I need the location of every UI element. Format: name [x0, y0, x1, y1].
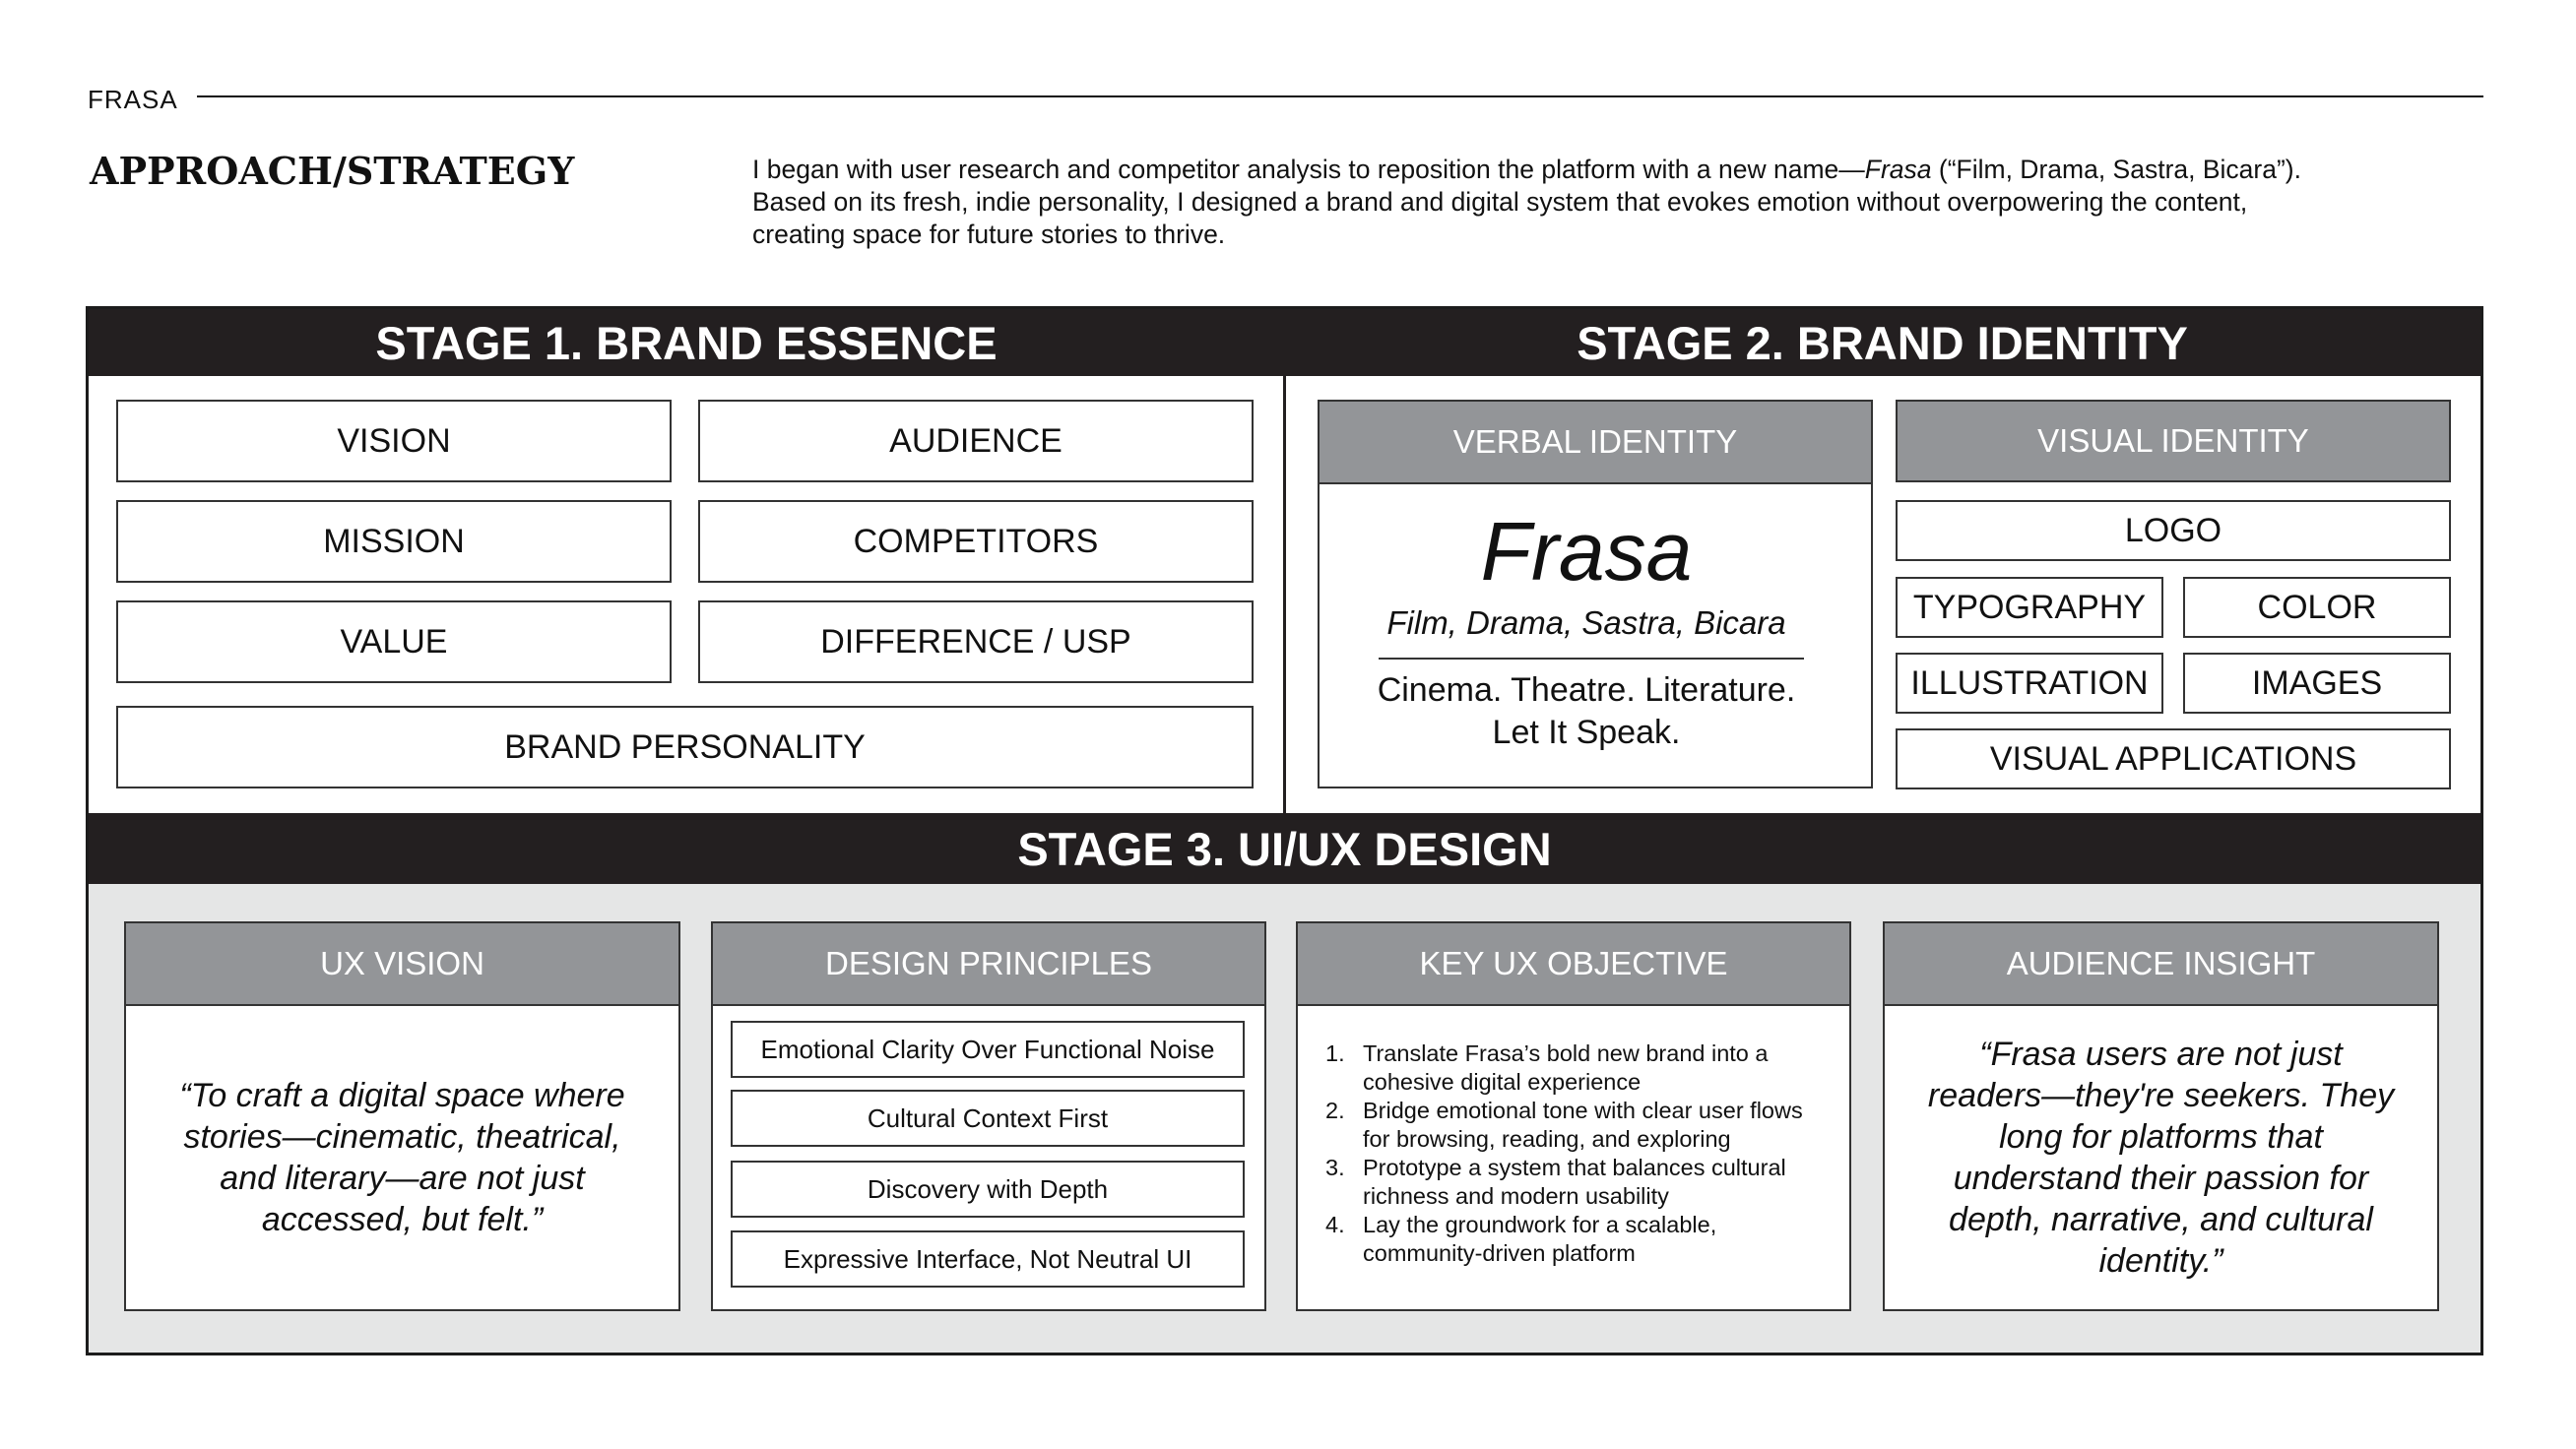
- objective-item: 4. Lay the groundwork for a scalable, community-driven platform: [1325, 1212, 1717, 1266]
- verbal-identity-heading: VERBAL IDENTITY: [1320, 402, 1871, 484]
- intro-line-2: Based on its fresh, indie personality, I designed a brand and digital system that evokes emotion without overpowering the content,: [752, 187, 2248, 217]
- stage1-box-vision: VISION: [116, 400, 672, 482]
- visual-box-images: IMAGES: [2183, 653, 2451, 714]
- principle-item: Expressive Interface, Not Neutral UI: [731, 1230, 1245, 1288]
- stage1-box-brand-personality: BRAND PERSONALITY: [116, 706, 1254, 788]
- intro-paragraph: [752, 154, 2446, 251]
- ux-vision-quote-line: accessed, but felt.”: [261, 1201, 544, 1238]
- audience-insight-card: [1883, 921, 2439, 1311]
- verbal-brand-meaning: Film, Drama, Sastra, Bicara: [1386, 604, 1786, 641]
- stage2-title-bar: STAGE 2. BRAND IDENTITY: [1284, 309, 2480, 376]
- principle-item: Discovery with Depth: [731, 1161, 1245, 1218]
- stage1-box-difference-usp: DIFFERENCE / USP: [698, 600, 1254, 683]
- intro-line-1: I began with user research and competitor analysis to reposition the platform with a new name—Frasa (“Film, Drama, Sastra, Bicara”).: [752, 155, 2301, 184]
- verbal-tagline-line-2: Let It Speak.: [1492, 714, 1681, 751]
- audience-insight-quote-line: understand their passion for: [1953, 1160, 2369, 1197]
- page-title: APPROACH/STRATEGY: [90, 149, 575, 193]
- visual-box-illustration: ILLUSTRATION: [1896, 653, 2163, 714]
- audience-insight-quote-line: depth, narrative, and cultural: [1949, 1201, 2373, 1238]
- visual-identity-heading: VISUAL IDENTITY: [1896, 400, 2451, 482]
- brand-label: FRASA: [88, 85, 178, 114]
- header-rule: [197, 95, 2483, 97]
- visual-box-color: COLOR: [2183, 577, 2451, 638]
- audience-insight-quote-line: “Frasa users are not just: [1979, 1036, 2343, 1073]
- verbal-tagline: [1311, 669, 1862, 754]
- audience-insight-heading: AUDIENCE INSIGHT: [1885, 923, 2437, 1006]
- stage1-box-mission: MISSION: [116, 500, 672, 583]
- stage-divider: [1283, 376, 1286, 814]
- objective-item: 3. Prototype a system that balances cultural richness and modern usability: [1325, 1155, 1786, 1209]
- ux-vision-quote-line: stories—cinematic, theatrical,: [183, 1118, 621, 1156]
- stage1-title-bar: STAGE 1. BRAND ESSENCE: [89, 309, 1284, 376]
- visual-box-typography: TYPOGRAPHY: [1896, 577, 2163, 638]
- audience-insight-quote: [1885, 1006, 2437, 1309]
- stage3-title-bar: STAGE 3. UI/UX DESIGN: [89, 813, 2480, 884]
- principle-item: Cultural Context First: [731, 1090, 1245, 1147]
- key-ux-objective-heading: KEY UX OBJECTIVE: [1298, 923, 1849, 1006]
- audience-insight-quote-line: readers—they're seekers. They: [1927, 1077, 2395, 1114]
- ux-vision-quote: [126, 1006, 678, 1309]
- design-principles-heading: DESIGN PRINCIPLES: [713, 923, 1264, 1006]
- objective-item: 1. Translate Frasa’s bold new brand into a cohesive digital experience: [1325, 1040, 1769, 1095]
- verbal-divider: [1379, 658, 1804, 660]
- stage1-box-competitors: COMPETITORS: [698, 500, 1254, 583]
- audience-insight-quote-line: identity.”: [2098, 1242, 2223, 1280]
- ux-vision-quote-line: and literary—are not just: [220, 1160, 585, 1197]
- visual-box-visual-applications: VISUAL APPLICATIONS: [1896, 728, 2451, 789]
- verbal-brand-name: Frasa: [1480, 505, 1693, 598]
- intro-line-3: creating space for future stories to thrive.: [752, 220, 1226, 249]
- ux-vision-quote-line: “To craft a digital space where: [179, 1077, 625, 1114]
- verbal-tagline-line-1: Cinema. Theatre. Literature.: [1377, 671, 1796, 709]
- ux-vision-card: [124, 921, 680, 1311]
- stage1-box-value: VALUE: [116, 600, 672, 683]
- audience-insight-quote-line: long for platforms that: [1999, 1118, 2323, 1156]
- stage1-box-audience: AUDIENCE: [698, 400, 1254, 482]
- principle-item: Emotional Clarity Over Functional Noise: [731, 1021, 1245, 1078]
- ux-vision-heading: UX VISION: [126, 923, 678, 1006]
- visual-box-logo: LOGO: [1896, 500, 2451, 561]
- objective-list: [1325, 1040, 1837, 1268]
- objective-item: 2. Bridge emotional tone with clear user flows for browsing, reading, and exploring: [1325, 1098, 1803, 1152]
